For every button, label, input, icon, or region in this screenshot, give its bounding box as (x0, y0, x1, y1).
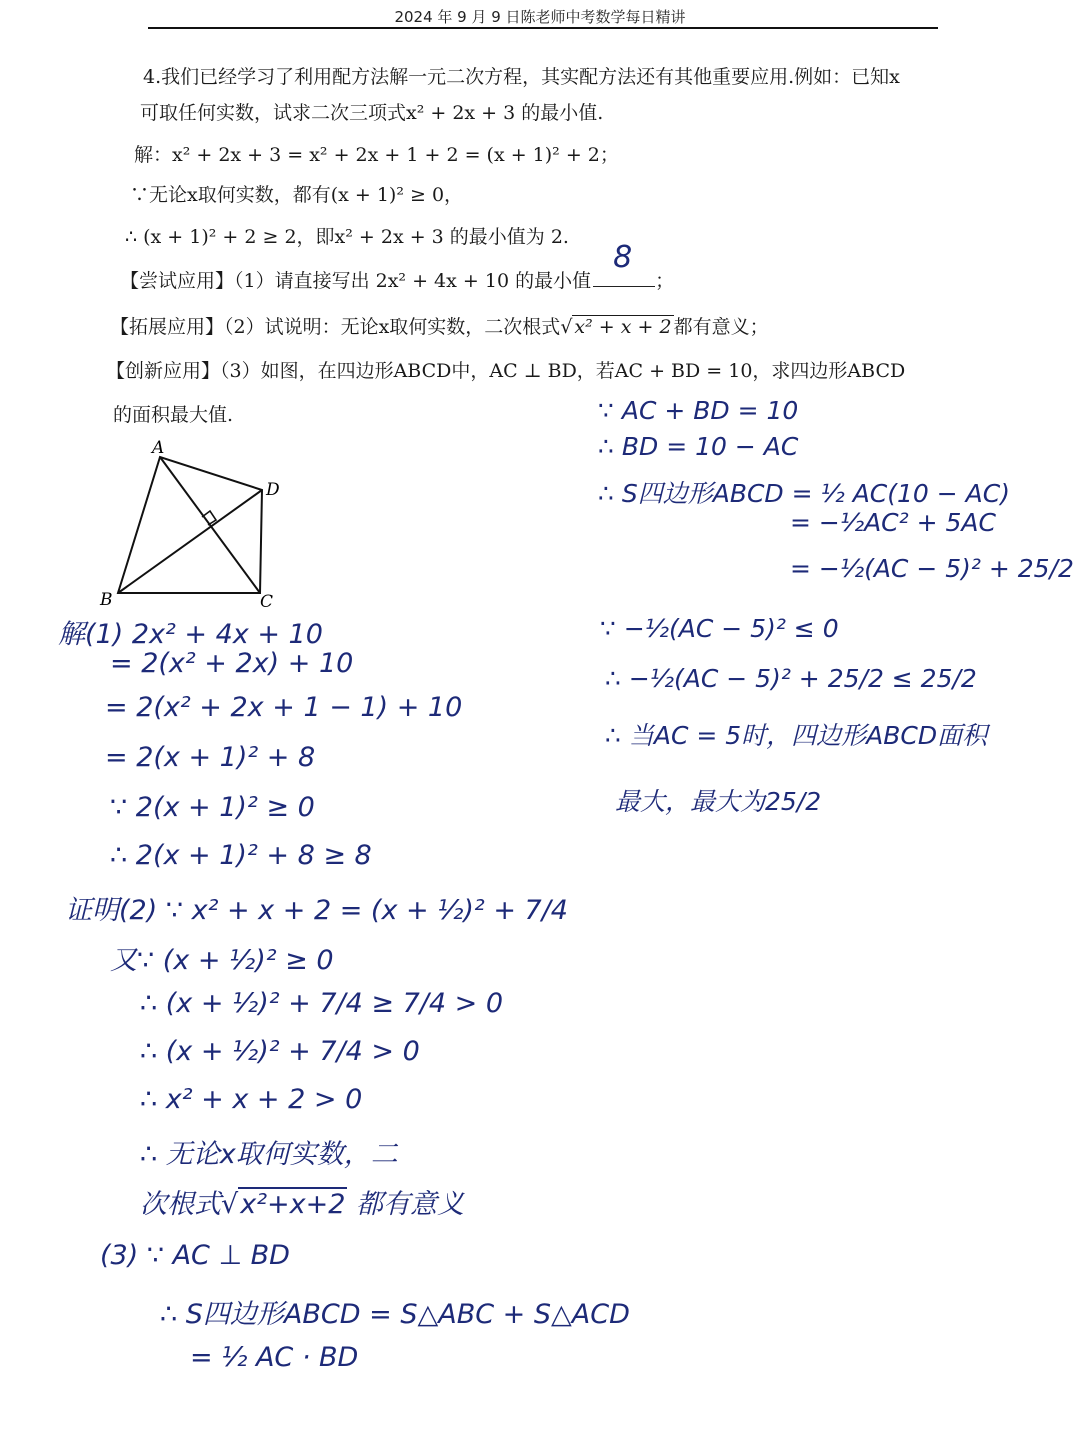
question-2-text-a: 【拓展应用】（2）试说明：无论x取何实数，二次根式 (110, 316, 561, 338)
hw-right-line: ∴ 当AC = 5时，四边形ABCD面积 (605, 721, 988, 750)
hw-left-line: 又∵ (x + ½)² ≥ 0 (110, 945, 334, 976)
sqrt-sign: √ (560, 316, 573, 338)
header-rule (148, 27, 938, 29)
question-1-answer: 8 (613, 240, 633, 275)
hw-left-line: (3) ∵ AC ⊥ BD (100, 1240, 290, 1271)
hw-sqrt-sign: √ (221, 1189, 239, 1220)
diagonal-ac (160, 457, 260, 593)
diagonal-bd (118, 490, 262, 593)
question-3-line2: 的面积最大值. (113, 404, 234, 426)
hw-left-line: ∵ 2(x + 1)² ≥ 0 (110, 792, 315, 823)
hw-left-line: ∴ S四边形ABCD = S△ABC + S△ACD (160, 1299, 630, 1330)
question-1-text: 【尝试应用】（1）请直接写出 2x² + 4x + 10 的最小值 (120, 270, 592, 292)
question-3-line1: 【创新应用】（3）如图，在四边形ABCD中，AC ⊥ BD，若AC + BD = 10，求四边形ABCD (106, 360, 906, 382)
solution-line2: ∵无论x取何实数，都有(x + 1)² ≥ 0， (130, 184, 464, 206)
hw-right-line: 最大，最大为25/2 (615, 787, 822, 816)
hw-left-line: ∴ (x + ½)² + 7/4 ≥ 7/4 > 0 (140, 988, 504, 1019)
hw-left-line: = ½ AC · BD (190, 1342, 359, 1373)
label-B: B (100, 590, 113, 610)
quadrilateral-outline (118, 457, 262, 593)
hw-left-line: 解(1) 2x² + 4x + 10 (58, 619, 323, 650)
solution-line3: ∴ (x + 1)² + 2 ≥ 2，即x² + 2x + 3 的最小值为 2. (125, 226, 569, 248)
problem-intro-line1: 4.我们已经学习了利用配方法解一元二次方程，其实配方法还有其他重要应用.例如：已知x (143, 66, 900, 88)
hw-left-line: 证明(2) ∵ x² + x + 2 = (x + ½)² + 7/4 (65, 895, 568, 926)
question-2-text-b: 都有意义； (673, 316, 769, 338)
solution-line1: 解：x² + 2x + 3 = x² + 2x + 1 + 2 = (x + 1)² + 2； (134, 144, 619, 166)
question-2 (110, 312, 769, 339)
hw-left-root-line (140, 1182, 464, 1221)
label-D: D (266, 480, 280, 500)
hw-right-line: = −½(AC − 5)² + 25/2 (790, 554, 1074, 583)
question-2-radicand: x² + x + 2 (574, 316, 672, 338)
hw-left-line: ∴ 无论x取何实数，二 (140, 1139, 398, 1170)
hw-right-line: ∴ BD = 10 − AC (598, 432, 799, 461)
hw-right-line: ∵ −½(AC − 5)² ≤ 0 (600, 614, 839, 643)
hw-right-line: = −½AC² + 5AC (790, 508, 996, 537)
quadrilateral-figure (90, 435, 300, 615)
hw-left-line: ∴ (x + ½)² + 7/4 > 0 (140, 1036, 420, 1067)
hw-left-line: ∴ 2(x + 1)² + 8 ≥ 8 (110, 840, 372, 871)
hw-left-line: = 2(x² + 2x + 1 − 1) + 10 (105, 692, 463, 723)
question-1-end: ； (655, 270, 675, 292)
answer-blank[interactable] (593, 240, 655, 287)
hw-right-line: ∵ AC + BD = 10 (598, 396, 799, 425)
hw-left-line: ∴ x² + x + 2 > 0 (140, 1084, 363, 1115)
question-1 (120, 240, 675, 293)
hw-right-line: ∴ −½(AC − 5)² + 25/2 ≤ 25/2 (605, 664, 977, 693)
hw-right-line: ∴ S四边形ABCD = ½ AC(10 − AC) (598, 479, 1010, 508)
label-C: C (260, 592, 274, 612)
hw-left-line: = 2(x² + 2x) + 10 (110, 648, 354, 679)
page-header: 2024 年 9 月 9 日陈老师中考数学每日精讲 (394, 8, 686, 26)
problem-intro-line2: 可取任何实数，试求二次三项式x² + 2x + 3 的最小值. (140, 102, 604, 124)
hw-root-expr: x²+x+2 (240, 1189, 346, 1220)
label-A: A (152, 438, 165, 458)
hw-left-line: = 2(x + 1)² + 8 (105, 742, 316, 773)
hw-root-post: 都有意义 (356, 1189, 465, 1220)
hw-root-pre: 次根式 (140, 1189, 221, 1220)
